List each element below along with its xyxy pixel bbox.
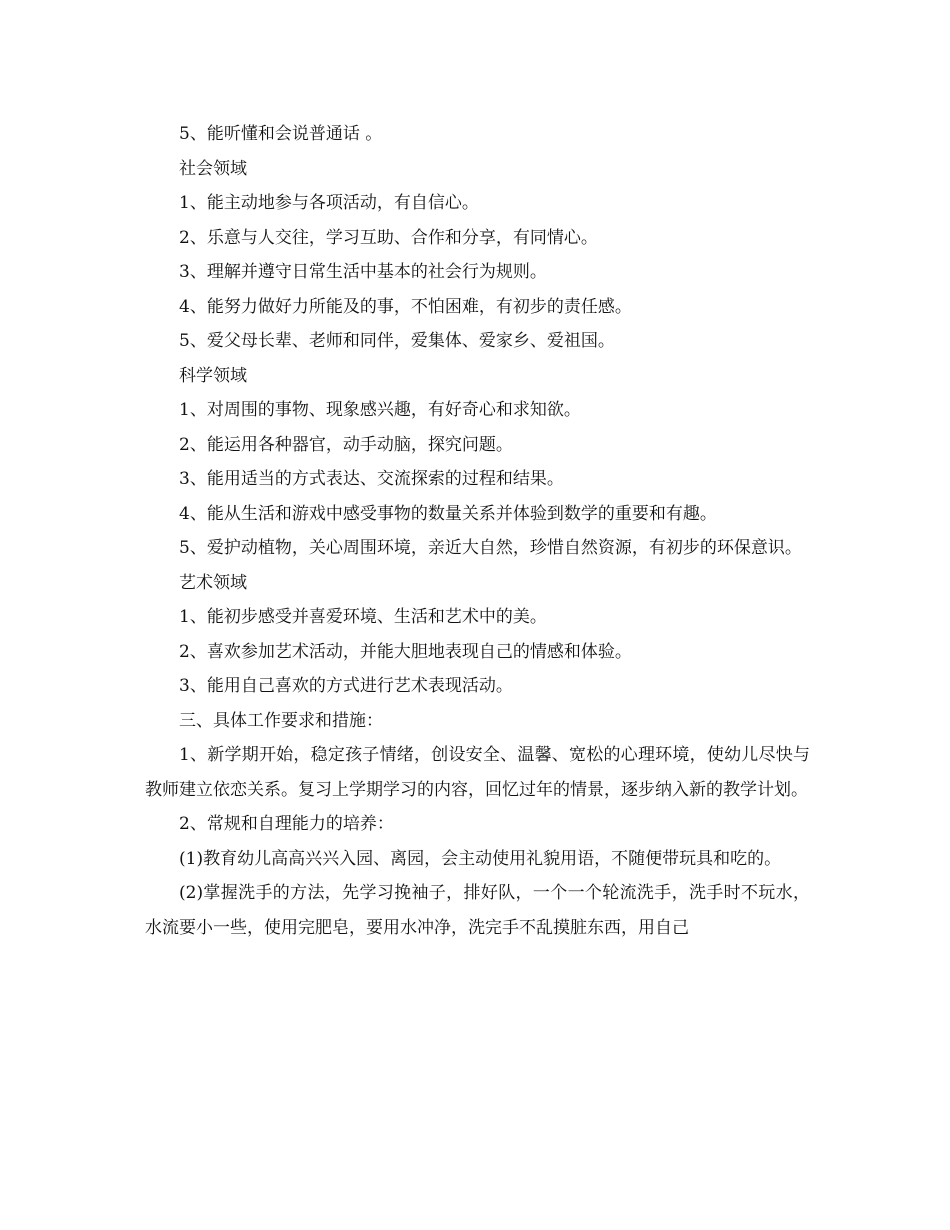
document-body — [145, 117, 810, 945]
section-heading-social: 社会领域 — [179, 158, 247, 179]
paragraph: 1、对周围的事物、现象感兴趣，有好奇心和求知欲。 — [179, 400, 581, 420]
section-heading-measures: 三、具体工作要求和措施： — [179, 710, 383, 731]
paragraph: 2、喜欢参加艺术活动，并能大胆地表现自己的情感和体验。 — [179, 641, 632, 662]
paragraph: 4、能努力做好力所能及的事，不怕困难，有初步的责任感。 — [179, 296, 632, 317]
paragraph: 5、能听懂和会说普通话 。 — [179, 124, 383, 144]
paragraph: (2)掌握洗手的方法，先学习挽袖子，排好队，一个一个轮流洗手，洗手时不玩水，水流要小一些，使用完肥皂，要用水冲净，洗完手不乱摸脏东西，用自己 — [145, 883, 810, 938]
paragraph: 5、爱父母长辈、老师和同伴，爱集体、爱家乡、爱祖国。 — [179, 331, 615, 351]
paragraph: 1、新学期开始，稳定孩子情绪，创设安全、温馨、宽松的心理环境，使幼儿尽快与教师建立依恋关系。复习上学期学习的内容，回忆过年的情景，逐步纳入新的教学计划。 — [145, 745, 810, 800]
paragraph: (1)教育幼儿高高兴兴入园、离园，会主动使用礼貌用语，不随便带玩具和吃的。 — [179, 848, 782, 869]
paragraph: 4、能从生活和游戏中感受事物的数量关系并体验到数学的重要和有趣。 — [179, 503, 717, 524]
paragraph: 2、能运用各种器官，动手动脑，探究问题。 — [179, 434, 513, 455]
paragraph: 2、常规和自理能力的培养： — [179, 814, 394, 834]
paragraph: 5、爱护动植物，关心周围环境，亲近大自然，珍惜自然资源，有初步的环保意识。 — [179, 538, 802, 558]
section-heading-science: 科学领域 — [179, 365, 247, 386]
paragraph: 1、能初步感受并喜爱环境、生活和艺术中的美。 — [179, 607, 547, 627]
paragraph: 1、能主动地参与各项活动，有自信心。 — [179, 193, 479, 213]
paragraph: 3、理解并遵守日常生活中基本的社会行为规则。 — [179, 262, 547, 282]
paragraph: 3、能用适当的方式表达、交流探索的过程和结果。 — [179, 469, 564, 489]
paragraph: 3、能用自己喜欢的方式进行艺术表现活动。 — [179, 676, 513, 696]
paragraph: 2、乐意与人交往，学习互助、合作和分享，有同情心。 — [179, 227, 598, 248]
section-heading-art: 艺术领域 — [179, 572, 247, 593]
